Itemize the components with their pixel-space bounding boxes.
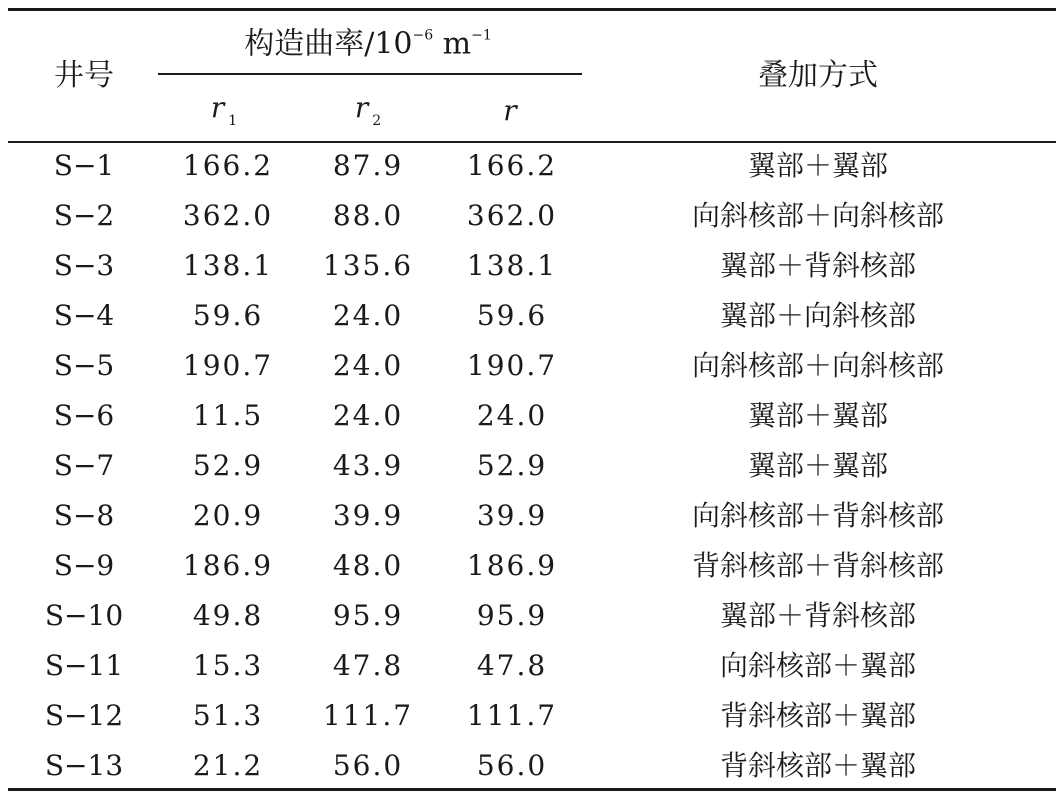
cell-r1: 362.0 [182, 199, 274, 232]
cell-r: 166.2 [466, 149, 558, 182]
cell-mode: 背斜核部＋翼部 [719, 699, 917, 732]
cell-mode: 向斜核部＋向斜核部 [691, 349, 945, 382]
cell-r: 47.8 [476, 649, 548, 682]
cell-r2: 24.0 [332, 299, 404, 332]
top-rule [8, 8, 1056, 11]
cell-r2: 56.0 [332, 749, 404, 782]
cell-well: S−3 [53, 249, 115, 282]
cell-r2: 88.0 [332, 199, 404, 232]
header-mode: 叠加方式 [758, 58, 878, 93]
cell-r: 95.9 [476, 599, 548, 632]
cell-r2: 39.9 [332, 499, 404, 532]
cell-well: S−10 [44, 599, 124, 632]
cell-r: 138.1 [466, 249, 558, 282]
cell-r2: 111.7 [322, 699, 414, 732]
cell-r2: 87.9 [332, 149, 404, 182]
cell-mode: 翼部＋翼部 [747, 449, 889, 482]
cell-mode: 翼部＋背斜核部 [719, 599, 917, 632]
header-curvature-exp1: −6 [412, 27, 434, 44]
cell-mode: 翼部＋翼部 [747, 149, 889, 182]
curvature-group-rule [158, 73, 582, 75]
header-curvature-group [244, 26, 492, 62]
header-well: 井号 [54, 58, 114, 93]
cell-r1: 15.3 [192, 649, 264, 682]
cell-well: S−6 [53, 399, 115, 432]
cell-mode: 向斜核部＋背斜核部 [691, 499, 945, 532]
cell-r1: 49.8 [192, 599, 264, 632]
header-curvature-unit: m [433, 26, 472, 62]
cell-well: S−4 [53, 299, 115, 332]
cell-r2: 48.0 [332, 549, 404, 582]
header-rule [8, 141, 1056, 143]
cell-well: S−13 [44, 749, 124, 782]
cell-well: S−5 [53, 349, 115, 382]
cell-well: S−7 [53, 449, 115, 482]
cell-r1: 166.2 [182, 149, 274, 182]
cell-mode: 翼部＋向斜核部 [719, 299, 917, 332]
cell-r: 111.7 [466, 699, 558, 732]
cell-r1: 51.3 [192, 699, 264, 732]
cell-r2: 43.9 [332, 449, 404, 482]
cell-mode: 翼部＋背斜核部 [719, 249, 917, 282]
cell-mode: 背斜核部＋翼部 [719, 749, 917, 782]
cell-r2: 135.6 [322, 249, 414, 282]
cell-mode: 向斜核部＋向斜核部 [691, 199, 945, 232]
cell-r1: 20.9 [192, 499, 264, 532]
cell-mode: 翼部＋翼部 [747, 399, 889, 432]
header-r2: r $_2$ [354, 91, 382, 129]
cell-r: 24.0 [476, 399, 548, 432]
cell-r2: 47.8 [332, 649, 404, 682]
cell-r1: 186.9 [182, 549, 274, 582]
bottom-rule [8, 788, 1056, 791]
cell-r1: 52.9 [192, 449, 264, 482]
cell-well: S−11 [44, 649, 124, 682]
cell-r: 56.0 [476, 749, 548, 782]
cell-r2: 95.9 [332, 599, 404, 632]
cell-r: 362.0 [466, 199, 558, 232]
cell-mode: 向斜核部＋翼部 [719, 649, 917, 682]
cell-mode: 背斜核部＋背斜核部 [691, 549, 945, 582]
cell-r1: 138.1 [182, 249, 274, 282]
cell-well: S−8 [53, 499, 115, 532]
header-r1: r $_1$ [210, 91, 238, 129]
cell-well: S−2 [53, 199, 115, 232]
cell-r: 186.9 [466, 549, 558, 582]
cell-r2: 24.0 [332, 349, 404, 382]
header-curvature-prefix: 构造曲率/10 [244, 26, 413, 62]
cell-well: S−1 [53, 149, 115, 182]
cell-r1: 21.2 [192, 749, 264, 782]
cell-r: 39.9 [476, 499, 548, 532]
header-r: r [503, 94, 517, 127]
cell-r: 190.7 [466, 349, 558, 382]
cell-r2: 24.0 [332, 399, 404, 432]
cell-r1: 11.5 [192, 399, 264, 432]
header-curvature-exp2: −1 [471, 27, 492, 44]
cell-r: 52.9 [476, 449, 548, 482]
cell-r1: 59.6 [192, 299, 264, 332]
cell-r1: 190.7 [182, 349, 274, 382]
cell-well: S−12 [44, 699, 124, 732]
cell-well: S−9 [53, 549, 115, 582]
cell-r: 59.6 [476, 299, 548, 332]
